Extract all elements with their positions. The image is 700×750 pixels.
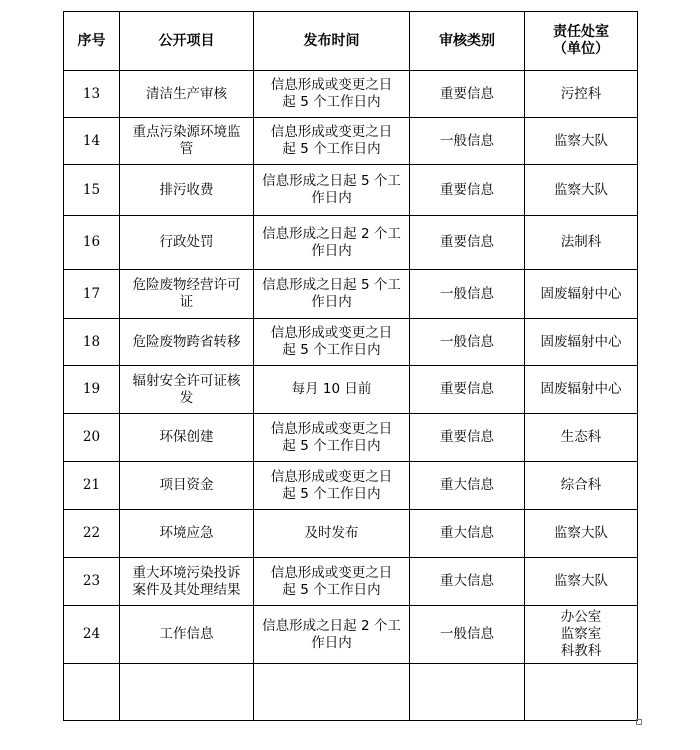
row-time — [254, 270, 410, 319]
row-review: 一般信息 — [410, 118, 525, 165]
row-seq: 21 — [64, 462, 120, 510]
row-dept — [525, 319, 638, 366]
row-seq: 13 — [64, 71, 120, 118]
row-time-line: 作日内 — [311, 294, 352, 310]
header-dept — [525, 12, 638, 71]
row-dept-line: 生态科 — [560, 429, 602, 445]
row-time-line: 每月 10 日前 — [291, 381, 372, 397]
row-dept-line: 法制科 — [560, 234, 602, 250]
empty-cell — [525, 664, 638, 721]
header-seq: 序号 — [64, 12, 120, 71]
row-item — [120, 71, 254, 118]
row-item — [120, 462, 254, 510]
row-time — [254, 319, 410, 366]
row-time — [254, 366, 410, 414]
row-item — [120, 165, 254, 216]
table-row — [64, 71, 638, 118]
table-body — [64, 71, 638, 721]
row-time-line: 起 5 个工作日内 — [282, 141, 381, 157]
row-item-line: 证 — [179, 294, 194, 310]
row-seq: 20 — [64, 414, 120, 462]
row-dept — [525, 71, 638, 118]
row-time — [254, 71, 410, 118]
row-time-line: 信息形成之日起 2 个工 — [262, 225, 401, 242]
row-time-line: 起 5 个工作日内 — [282, 485, 381, 502]
row-review: 重要信息 — [410, 165, 525, 216]
row-time — [254, 414, 410, 462]
row-item — [120, 558, 254, 606]
row-dept — [525, 414, 638, 462]
row-time-line: 信息形成之日起 2 个工 — [262, 617, 401, 634]
row-dept-line: 综合科 — [560, 477, 602, 493]
table-row — [64, 414, 638, 462]
row-review: 重大信息 — [410, 462, 525, 510]
table-row — [64, 510, 638, 558]
row-review: 重大信息 — [410, 558, 525, 606]
table-row — [64, 558, 638, 606]
table-row — [64, 462, 638, 510]
row-seq: 24 — [64, 606, 120, 664]
row-item-line: 工作信息 — [159, 626, 214, 642]
row-item-line: 排污收费 — [159, 181, 214, 198]
row-item-line: 管 — [179, 141, 194, 157]
row-dept-line: 监察大队 — [554, 181, 608, 198]
row-time-line: 信息形成或变更之日 — [270, 325, 393, 341]
table-row — [64, 366, 638, 414]
row-dept — [525, 366, 638, 414]
header-review: 审核类别 — [410, 12, 525, 71]
row-dept — [525, 270, 638, 319]
row-time — [254, 216, 410, 270]
row-item — [120, 366, 254, 414]
row-time-line: 起 5 个工作日内 — [282, 342, 381, 358]
row-seq: 14 — [64, 118, 120, 165]
row-time-line: 信息形成或变更之日 — [270, 420, 393, 437]
row-dept — [525, 165, 638, 216]
table-row — [64, 118, 638, 165]
header-time: 发布时间 — [254, 12, 410, 71]
row-review: 一般信息 — [410, 270, 525, 319]
row-seq: 18 — [64, 319, 120, 366]
row-item-line: 危险废物经营许可 — [132, 277, 241, 293]
row-item — [120, 118, 254, 165]
row-dept-line: 污控科 — [560, 85, 602, 102]
row-time-line: 信息形成或变更之日 — [270, 468, 393, 485]
row-time-line: 信息形成或变更之日 — [270, 124, 393, 140]
row-review: 重大信息 — [410, 510, 525, 558]
row-review: 一般信息 — [410, 606, 525, 664]
row-time-line: 起 5 个工作日内 — [282, 94, 381, 110]
empty-cell — [254, 664, 410, 721]
row-item-line: 案件及其处理结果 — [132, 581, 241, 598]
row-item — [120, 510, 254, 558]
header-dept-line1: 责任处室 — [553, 24, 609, 40]
row-review: 重要信息 — [410, 366, 525, 414]
row-time — [254, 462, 410, 510]
row-item — [120, 216, 254, 270]
row-item-line: 清洁生产审核 — [146, 85, 227, 102]
row-review: 重要信息 — [410, 414, 525, 462]
row-item — [120, 270, 254, 319]
row-item-line: 项目资金 — [159, 477, 214, 493]
row-time-line: 信息形成或变更之日 — [270, 564, 393, 581]
row-seq: 17 — [64, 270, 120, 319]
empty-row — [64, 664, 638, 721]
row-dept-line: 办公室 — [560, 609, 602, 625]
row-dept-line: 监察大队 — [554, 573, 608, 589]
row-item-line: 行政处罚 — [159, 234, 214, 250]
row-time-line: 起 5 个工作日内 — [282, 437, 381, 454]
row-dept — [525, 606, 638, 664]
row-item-line: 环保创建 — [159, 429, 214, 445]
row-review: 一般信息 — [410, 319, 525, 366]
row-dept-line: 科教科 — [560, 643, 602, 659]
row-dept — [525, 558, 638, 606]
row-time-line: 信息形成或变更之日 — [270, 77, 393, 93]
row-item-line: 重点污染源环境监 — [132, 124, 241, 140]
table-row — [64, 606, 638, 664]
row-item-line: 环境应急 — [159, 525, 214, 541]
row-item-line: 危险废物跨省转移 — [132, 333, 241, 350]
table-row — [64, 165, 638, 216]
row-seq: 23 — [64, 558, 120, 606]
row-seq: 15 — [64, 165, 120, 216]
empty-cell — [410, 664, 525, 721]
row-item — [120, 319, 254, 366]
row-time-line: 起 5 个工作日内 — [282, 581, 381, 598]
row-time — [254, 165, 410, 216]
row-time-line: 信息形成之日起 5 个工 — [262, 277, 401, 293]
row-dept — [525, 462, 638, 510]
row-time — [254, 606, 410, 664]
row-dept — [525, 510, 638, 558]
empty-cell — [64, 664, 120, 721]
header-dept-line2: （单位） — [553, 41, 609, 57]
row-time-line: 作日内 — [311, 190, 352, 206]
table-row — [64, 216, 638, 270]
row-review: 重要信息 — [410, 71, 525, 118]
row-time-line: 信息形成之日起 5 个工 — [262, 173, 401, 189]
row-review: 重要信息 — [410, 216, 525, 270]
empty-cell — [120, 664, 254, 721]
row-dept — [525, 118, 638, 165]
row-seq: 16 — [64, 216, 120, 270]
row-time-line: 作日内 — [311, 242, 352, 259]
row-dept-line: 固废辐射中心 — [540, 381, 622, 397]
row-item-line: 发 — [179, 389, 194, 406]
disclosure-table — [63, 11, 638, 721]
row-dept — [525, 216, 638, 270]
document-end-mark — [636, 719, 642, 725]
row-item-line: 重大环境污染投诉 — [132, 564, 241, 581]
row-seq: 19 — [64, 366, 120, 414]
row-dept-line: 固废辐射中心 — [540, 333, 622, 350]
table-row — [64, 319, 638, 366]
header-row — [64, 12, 638, 71]
row-dept-line: 监察大队 — [554, 132, 608, 149]
row-time — [254, 510, 410, 558]
row-item-line: 辐射安全许可证核 — [132, 372, 241, 389]
row-dept-line: 监察室 — [560, 626, 602, 642]
row-time — [254, 558, 410, 606]
row-seq: 22 — [64, 510, 120, 558]
row-time-line: 作日内 — [311, 634, 352, 651]
table-row — [64, 270, 638, 319]
row-dept-line: 监察大队 — [554, 525, 608, 541]
row-item — [120, 414, 254, 462]
row-item — [120, 606, 254, 664]
row-time-line: 及时发布 — [304, 525, 359, 541]
row-time — [254, 118, 410, 165]
header-item: 公开项目 — [120, 12, 254, 71]
row-dept-line: 固废辐射中心 — [540, 285, 622, 302]
